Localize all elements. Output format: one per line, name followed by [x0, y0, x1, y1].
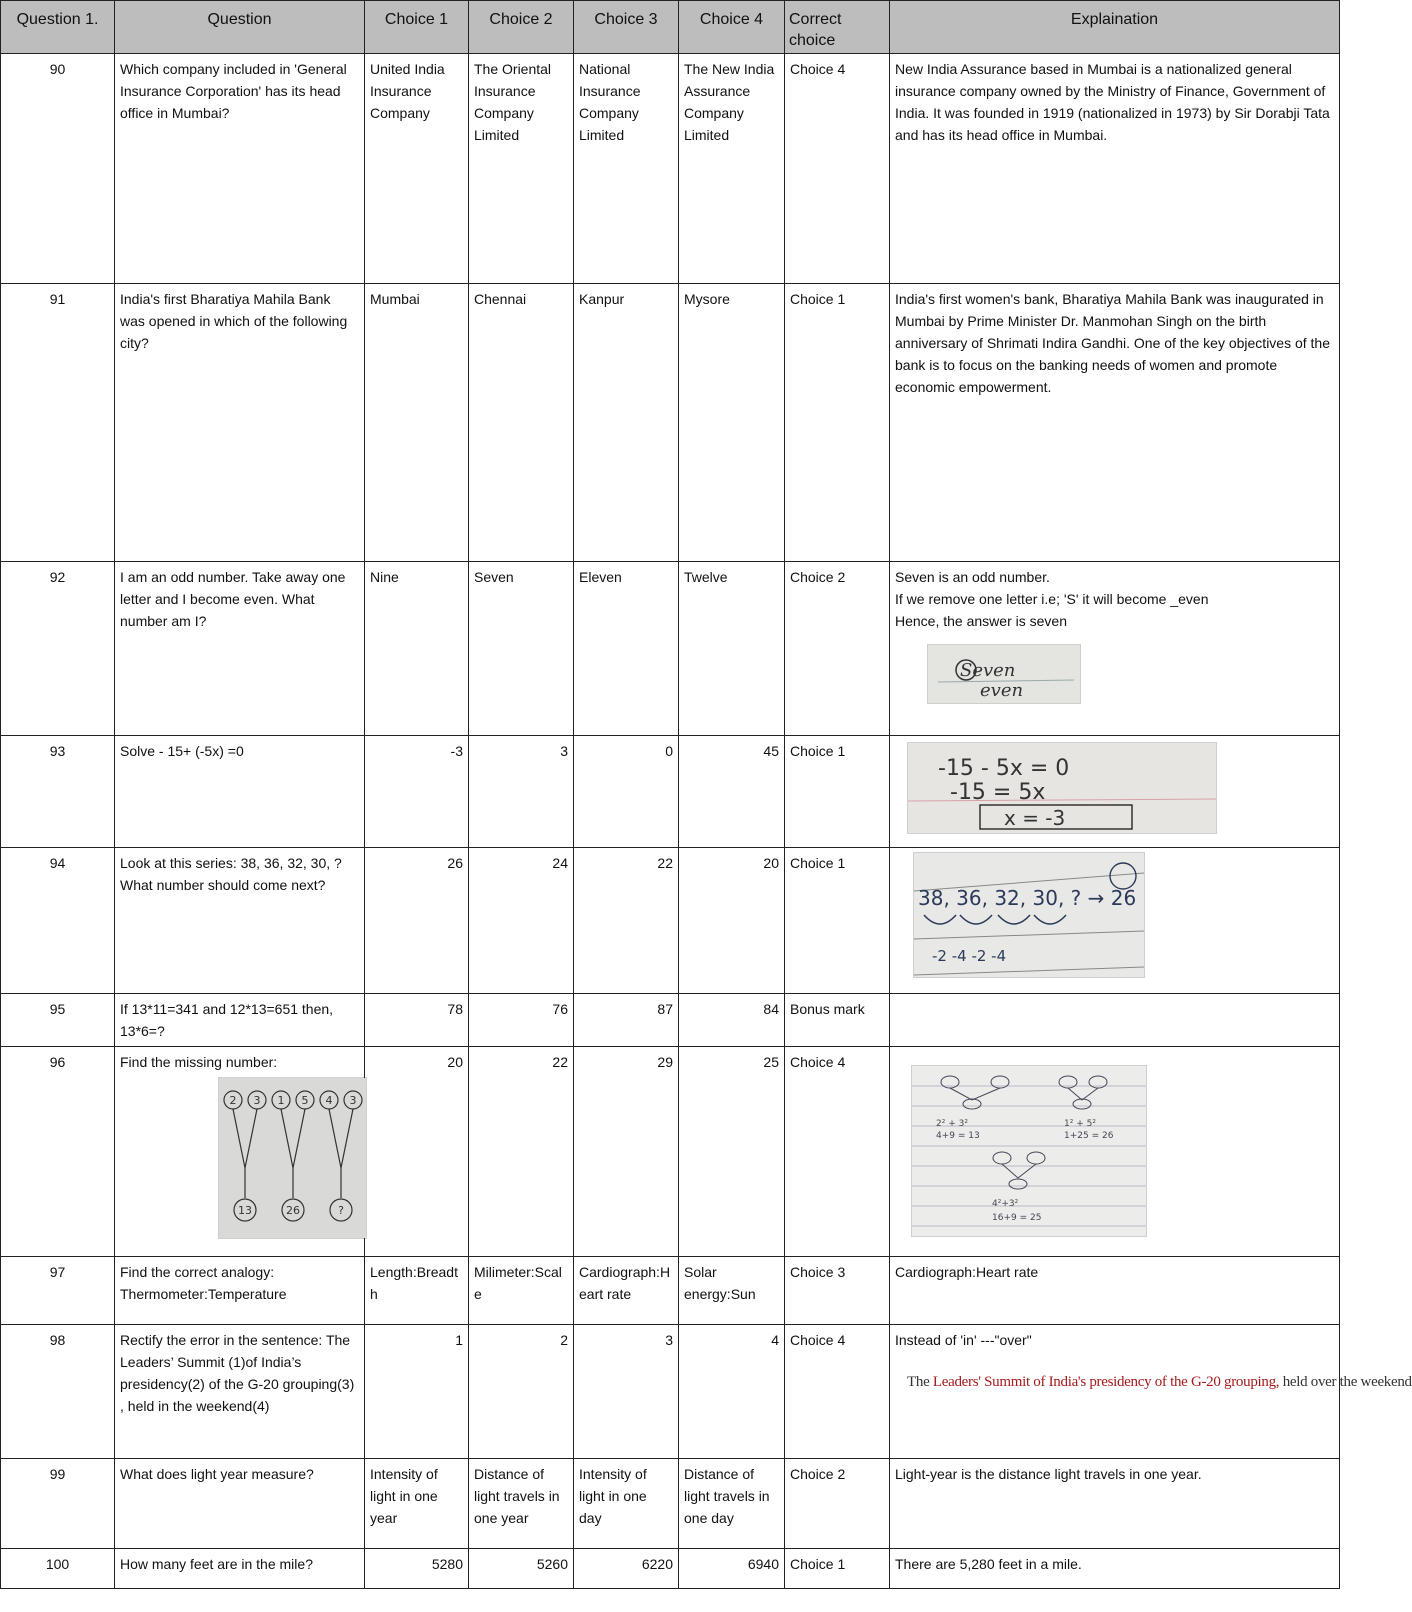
correct-choice: Choice 4 — [785, 1047, 890, 1257]
choice-2: 24 — [469, 848, 574, 994]
header-choice-3: Choice 3 — [574, 1, 679, 54]
question-number: 94 — [1, 848, 115, 994]
choice-1: -3 — [365, 736, 469, 848]
choice-3: Kanpur — [574, 284, 679, 562]
snippet-suffix: held over the weekend — [1279, 1374, 1412, 1390]
snippet-highlight: Leaders' Summit of India's presidency of the G-20 grouping, — [932, 1374, 1280, 1390]
choice-2: 22 — [469, 1047, 574, 1257]
solution-line: 1² + 5² — [1064, 1119, 1096, 1129]
choice-2: Milimeter:Scale — [469, 1257, 574, 1325]
choice-2: 2 — [469, 1325, 574, 1459]
choice-3: Eleven — [574, 562, 679, 736]
choice-1: United India Insurance Company — [365, 54, 469, 284]
sentence-snippet — [907, 1371, 1412, 1393]
question-text-line: Find the missing number: — [120, 1054, 278, 1070]
choice-1: 26 — [365, 848, 469, 994]
choice-3: 6220 — [574, 1549, 679, 1589]
question-text: Which company included in 'General Insurance Corporation' has its head office in Mumbai? — [115, 54, 365, 284]
explanation: Cardiograph:Heart rate — [890, 1257, 1340, 1325]
series-line: 38, 36, 32, 30, ? → 26 — [918, 886, 1137, 910]
choice-3: 22 — [574, 848, 679, 994]
correct-choice: Choice 4 — [785, 1325, 890, 1459]
solution-line: 2² + 3² — [936, 1119, 968, 1129]
question-text: Look at this series: 38, 36, 32, 30, ? What number should come next? — [115, 848, 365, 994]
explanation-line: If we remove one letter i.e; 'S' it will become _even — [895, 591, 1209, 607]
header-explanation: Explaination — [890, 1, 1340, 54]
choice-3: 0 — [574, 736, 679, 848]
choice-3: 87 — [574, 994, 679, 1047]
figure-number: 26 — [286, 1204, 300, 1217]
table-row — [1, 1047, 1340, 1257]
table-row — [1, 1459, 1340, 1549]
question-number: 93 — [1, 736, 115, 848]
choice-3: National Insurance Company Limited — [574, 54, 679, 284]
equation-line-2: -15 = 5x — [950, 780, 1046, 805]
table-row — [1, 1257, 1340, 1325]
missing-number-figure — [218, 1077, 367, 1239]
correct-choice: Choice 2 — [785, 562, 890, 736]
table-row — [1, 848, 1340, 994]
solution-line: 4+9 = 13 — [936, 1131, 980, 1141]
table-row — [1, 1549, 1340, 1589]
figure-number: 4 — [325, 1094, 333, 1107]
question-text: Find the correct analogy: Thermometer:Temperature — [115, 1257, 365, 1325]
question-number: 99 — [1, 1459, 115, 1549]
handwritten-seven-even-image — [927, 644, 1081, 704]
table-row — [1, 1325, 1340, 1459]
figure-number: 1 — [277, 1094, 285, 1107]
choice-1: Length:Breadth — [365, 1257, 469, 1325]
table-row — [1, 54, 1340, 284]
correct-choice: Choice 1 — [785, 284, 890, 562]
correct-choice: Choice 1 — [785, 1549, 890, 1589]
figure-number: 2 — [229, 1094, 237, 1107]
choice-1: 20 — [365, 1047, 469, 1257]
snippet-prefix: The — [907, 1374, 933, 1390]
choice-4: Distance of light travels in one day — [679, 1459, 785, 1549]
explanation — [890, 562, 1340, 736]
header-question: Question — [115, 1, 365, 54]
figure-number: 13 — [238, 1204, 252, 1217]
table-row — [1, 994, 1340, 1047]
choice-2: Seven — [469, 562, 574, 736]
solution-line: 16+9 = 25 — [992, 1213, 1042, 1223]
question-text: India's first Bharatiya Mahila Bank was opened in which of the following city? — [115, 284, 365, 562]
correct-choice: Bonus mark — [785, 994, 890, 1047]
question-text: I am an odd number. Take away one letter and I become even. What number am I? — [115, 562, 365, 736]
table-row — [1, 736, 1340, 848]
differences-line: -2 -4 -2 -4 — [932, 947, 1007, 965]
handwritten-series-image — [913, 852, 1145, 978]
choice-3: 3 — [574, 1325, 679, 1459]
explanation — [890, 1047, 1340, 1257]
correct-choice: Choice 2 — [785, 1459, 890, 1549]
question-number: 90 — [1, 54, 115, 284]
correct-choice: Choice 3 — [785, 1257, 890, 1325]
choice-1: Mumbai — [365, 284, 469, 562]
choice-4: Solar energy:Sun — [679, 1257, 785, 1325]
question-number: 95 — [1, 994, 115, 1047]
question-text — [115, 1047, 365, 1257]
question-text: Solve - 15+ (-5x) =0 — [115, 736, 365, 848]
question-text: How many feet are in the mile? — [115, 1549, 365, 1589]
question-text: Rectify the error in the sentence: The Leaders’ Summit (1)of India’s presidency(2) of the G-20 grouping(3) , held in the weekend(4) — [115, 1325, 365, 1459]
equation-line-1: -15 - 5x = 0 — [938, 756, 1070, 781]
choice-1: 78 — [365, 994, 469, 1047]
choice-2: 3 — [469, 736, 574, 848]
choice-3: Intensity of light in one day — [574, 1459, 679, 1549]
handwritten-solution-image — [911, 1065, 1147, 1237]
header-correct-choice: Correct choice — [785, 1, 890, 54]
question-number: 97 — [1, 1257, 115, 1325]
equation-line-3: x = -3 — [1004, 806, 1066, 830]
choice-4: 45 — [679, 736, 785, 848]
header-question-number: Question 1. — [1, 1, 115, 54]
explanation-line: Instead of 'in' ---"over" — [895, 1332, 1032, 1348]
question-text: If 13*11=341 and 12*13=651 then, 13*6=? — [115, 994, 365, 1047]
choice-4: Twelve — [679, 562, 785, 736]
question-number: 91 — [1, 284, 115, 562]
choice-2: The Oriental Insurance Company Limited — [469, 54, 574, 284]
figure-number: ? — [338, 1204, 344, 1217]
choice-4: 25 — [679, 1047, 785, 1257]
figure-number: 3 — [253, 1094, 261, 1107]
question-number: 92 — [1, 562, 115, 736]
choice-4: Mysore — [679, 284, 785, 562]
table-row — [1, 284, 1340, 562]
header-choice-2: Choice 2 — [469, 1, 574, 54]
explanation — [890, 848, 1340, 994]
choice-2: Distance of light travels in one year — [469, 1459, 574, 1549]
seven-word: Seven — [960, 660, 1016, 681]
correct-choice: Choice 1 — [785, 848, 890, 994]
choice-4: 4 — [679, 1325, 785, 1459]
choice-3: Cardiograph:Heart rate — [574, 1257, 679, 1325]
question-number: 98 — [1, 1325, 115, 1459]
choice-3: 29 — [574, 1047, 679, 1257]
explanation-line: Hence, the answer is seven — [895, 613, 1067, 629]
header-choice-1: Choice 1 — [365, 1, 469, 54]
explanation — [890, 1325, 1412, 1459]
choice-1: Intensity of light in one year — [365, 1459, 469, 1549]
even-word: even — [980, 680, 1024, 701]
question-number: 96 — [1, 1047, 115, 1257]
question-number: 100 — [1, 1549, 115, 1589]
explanation-line: Seven is an odd number. — [895, 569, 1050, 585]
handwritten-equation-image — [907, 742, 1217, 834]
solution-line: 1+25 = 26 — [1064, 1131, 1114, 1141]
table-row — [1, 562, 1340, 736]
solution-line: 4²+3² — [992, 1199, 1019, 1209]
choice-1: 1 — [365, 1325, 469, 1459]
choice-4: 20 — [679, 848, 785, 994]
header-row — [1, 1, 1340, 54]
choice-4: 6940 — [679, 1549, 785, 1589]
question-text: What does light year measure? — [115, 1459, 365, 1549]
correct-choice: Choice 4 — [785, 54, 890, 284]
explanation — [890, 736, 1340, 848]
explanation: There are 5,280 feet in a mile. — [890, 1549, 1340, 1589]
correct-choice: Choice 1 — [785, 736, 890, 848]
figure-number: 5 — [301, 1094, 309, 1107]
figure-number: 3 — [349, 1094, 357, 1107]
header-choice-4: Choice 4 — [679, 1, 785, 54]
choice-4: 84 — [679, 994, 785, 1047]
choice-2: 5260 — [469, 1549, 574, 1589]
choice-2: Chennai — [469, 284, 574, 562]
explanation: India's first women's bank, Bharatiya Mahila Bank was inaugurated in Mumbai by Prime Minister Dr. Manmohan Singh on the birth anniversary of Shrimati Indira Gandhi. One of the key objectives of the bank is to focus on the banking needs of women and promote economic empowerment. — [890, 284, 1340, 562]
choice-2: 76 — [469, 994, 574, 1047]
choice-1: Nine — [365, 562, 469, 736]
choice-4: The New India Assurance Company Limited — [679, 54, 785, 284]
explanation — [890, 994, 1340, 1047]
explanation: New India Assurance based in Mumbai is a nationalized general insurance company owned by the Ministry of Finance, Government of India. It was founded in 1919 (nationalized in 1973) by Sir Dorabji Tata and has its head office in Mumbai. — [890, 54, 1340, 284]
choice-1: 5280 — [365, 1549, 469, 1589]
explanation: Light-year is the distance light travels in one year. — [890, 1459, 1340, 1549]
